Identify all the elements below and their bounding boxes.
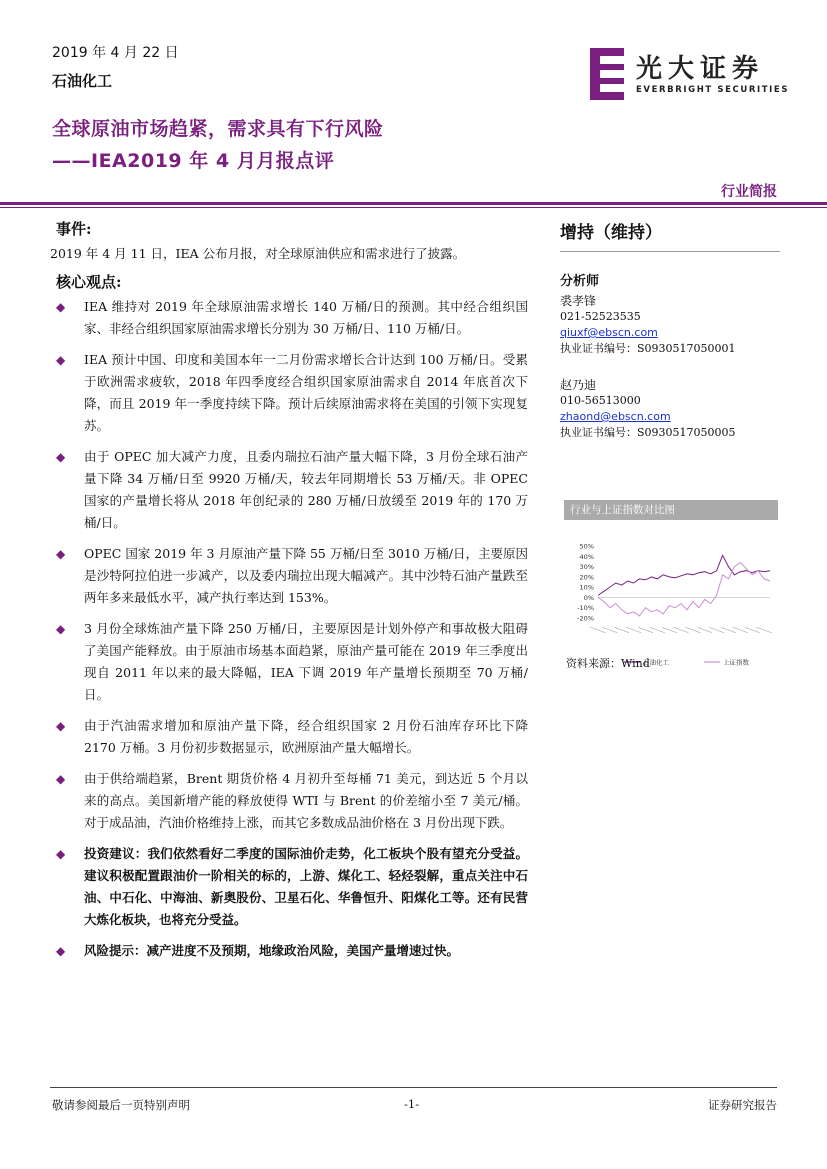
x-tick-mark (614, 627, 629, 632)
list-item (50, 446, 528, 534)
invest-text: 投资建议：我们依然看好二季度的国际油价走势，化工板块个股有望充分受益。建议积极配置跟油价一阶相关的标的，上游、煤化工、轻烃裂解，重点关注中石油、中石化、中海油、新奥股份、卫星石化、华鲁恒升、阳煤化工等。还有民营大炼化板块，也将充分受益。 (84, 846, 528, 927)
y-tick-label: 50% (579, 542, 594, 551)
analyst-cert: 执业证书编号：S0930517050005 (560, 426, 736, 439)
diamond-bullet-icon: ◆ (56, 944, 66, 958)
bullet-text: 由于 OPEC 加大减产力度，且委内瑞拉石油产量大幅下降，3 月份全球石油产量下降 34 万桶/日至 9920 万桶/天，较去年同期增长 53 万桶/天。非 OPEC 国家的产量增长将从 2018 年创纪录的 280 万桶/日放缓至 2019 年的 170 万桶/日。 (84, 449, 528, 530)
y-tick-label: 0% (583, 593, 594, 602)
y-tick-label: 20% (579, 573, 594, 582)
x-tick-mark (709, 627, 724, 632)
diamond-bullet-icon: ◆ (56, 353, 66, 367)
x-tick-mark (697, 627, 712, 632)
y-tick-label: -10% (577, 604, 594, 613)
analyst-phone: 021-52523535 (560, 310, 641, 323)
header-divider (0, 202, 827, 205)
x-tick-mark (650, 627, 665, 632)
bullet-text: IEA 预计中国、印度和美国本年一二月份需求增长合计达到 100 万桶/日。受累于欧洲需求疲软，2018 年四季度经合组织国家原油需求自 2014 年底首次下降，而且 2019 年一季度持续下降。预计后续原油需求将在美国的引领下实现复苏。 (84, 352, 528, 433)
x-tick-mark (602, 627, 617, 632)
logo-mark-icon (586, 46, 630, 102)
chart-plot (564, 520, 778, 670)
diamond-bullet-icon: ◆ (56, 719, 66, 733)
report-date: 2019 年 4 月 22 日 (52, 45, 179, 61)
event-heading: 事件: (56, 220, 92, 238)
diamond-bullet-icon: ◆ (56, 622, 66, 636)
legend-label: 上证指数 (723, 658, 749, 667)
diamond-bullet-icon: ◆ (56, 772, 66, 786)
x-tick-mark (733, 627, 748, 632)
list-item (50, 543, 528, 609)
legend-label: 石油化工 (643, 658, 669, 667)
x-tick-mark (590, 627, 605, 632)
x-tick-mark (662, 627, 677, 632)
risk-warning (50, 940, 528, 962)
report-subtitle: ——IEA2019 年 4 月月报点评 (52, 150, 335, 172)
core-heading: 核心观点: (56, 273, 122, 291)
list-item (50, 349, 528, 437)
list-item (50, 715, 528, 759)
header-divider-thin (0, 207, 827, 208)
main-content (50, 218, 528, 971)
analyst-email-link[interactable]: qiuxf@ebscn.com (560, 326, 658, 339)
analyst-cert: 执业证书编号：S0930517050001 (560, 342, 736, 355)
series-line-上证指数 (598, 563, 770, 616)
logo-text-en: EVERBRIGHT SECURITIES (636, 85, 790, 95)
y-tick-label: 10% (579, 583, 594, 592)
chart-source: 资料来源：Wind (566, 657, 650, 670)
bullet-text: IEA 维持对 2019 年全球原油需求增长 140 万桶/日的预测。其中经合组织国家、非经合组织国家原油需求增长分别为 30 万桶/日、110 万桶/日。 (84, 299, 528, 336)
footer-report-label: 证券研究报告 (708, 1098, 777, 1112)
footer-disclaimer: 敬请参阅最后一页特别声明 (52, 1098, 190, 1112)
analyst-email-link[interactable]: zhaond@ebscn.com (560, 410, 671, 423)
sidebar (560, 218, 780, 441)
bullet-text: OPEC 国家 2019 年 3 月原油产量下降 55 万桶/日至 3010 万桶/日，主要原因是沙特阿拉伯进一步减产，以及委内瑞拉出现大幅减产。其中沙特石油产量跌至两年多来最低水平，减产执行率达到 153%。 (84, 546, 529, 605)
y-tick-label: -20% (577, 614, 594, 623)
bullet-text: 由于供给端趋紧，Brent 期货价格 4 月初升至每桶 71 美元，到达近 5 个月以来的高点。美国新增产能的释放使得 WTI 与 Brent 的价差缩小至 7 美元/桶。对于成品油，汽油价格维持上涨，而其它多数成品油价格在 3 月份出现下跌。 (84, 771, 528, 830)
series-line-石油化工 (598, 555, 770, 595)
x-tick-mark (674, 627, 689, 632)
analyst-name: 裘孝锋 (560, 294, 597, 308)
y-tick-label: 30% (579, 563, 594, 572)
diamond-bullet-icon: ◆ (56, 547, 66, 561)
x-tick-mark (757, 627, 772, 632)
x-tick-mark (685, 627, 700, 632)
sector-label: 石油化工 (52, 72, 113, 90)
risk-text: 风险提示：减产进度不及预期，地缘政治风险，美国产量增速过快。 (84, 943, 460, 958)
x-tick-mark (626, 627, 641, 632)
diamond-bullet-icon: ◆ (56, 847, 66, 861)
report-title: 全球原油市场趋紧，需求具有下行风险 (52, 118, 384, 140)
analysts-heading: 分析师 (560, 274, 600, 289)
x-tick-mark (745, 627, 760, 632)
analyst-phone: 010-56513000 (560, 394, 641, 407)
chart-title: 行业与上证指数对比图 (564, 500, 778, 520)
rating: 增持（维持） (560, 223, 662, 243)
event-text: 2019 年 4 月 11 日，IEA 公布月报，对全球原油供应和需求进行了披露。 (50, 246, 466, 261)
invest-advice (50, 843, 528, 931)
rating-divider (560, 251, 780, 252)
x-tick-mark (721, 627, 736, 632)
list-item (50, 296, 528, 340)
comparison-chart (564, 500, 778, 670)
list-item (50, 618, 528, 706)
diamond-bullet-icon: ◆ (56, 300, 66, 314)
bullet-text: 由于汽油需求增加和原油产量下降，经合组织国家 2 月份石油库存环比下降 2170 万桶。3 月份初步数据显示，欧洲原油产量大幅增长。 (84, 718, 528, 755)
bullet-text: 3 月份全球炼油产量下降 250 万桶/日，主要原因是计划外停产和事故极大阻碍了美国产能释放。由于原油市场基本面趋紧，原油产量可能在 2019 年三季度出现自 2011 年以来的最大降幅，IEA 下调 2019 年产量增长预期至 70 万桶/日。 (84, 621, 528, 702)
report-type-label: 行业简报 (721, 184, 777, 200)
logo-text-cn: 光大证券 (636, 54, 765, 84)
footer-divider (50, 1087, 777, 1088)
diamond-bullet-icon: ◆ (56, 450, 66, 464)
y-tick-label: 40% (579, 552, 594, 561)
analyst-name: 赵乃迪 (560, 378, 597, 392)
list-item (50, 768, 528, 834)
page-number: -1- (404, 1097, 420, 1111)
x-tick-mark (638, 627, 653, 632)
